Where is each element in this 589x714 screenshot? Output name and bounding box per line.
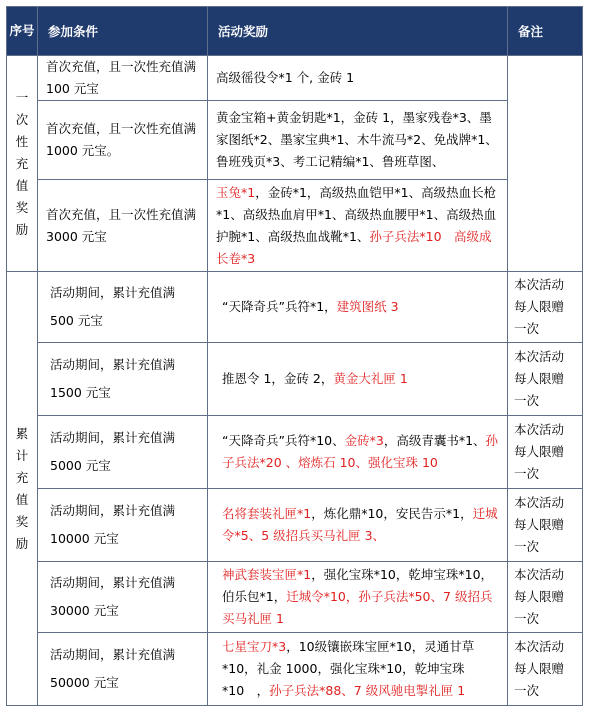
condition-cell: 活动期间，累计充值满 50000 元宝 [38, 633, 208, 706]
reward-text: 高级徭役令*1 个, 金砖 1 [216, 70, 355, 85]
reward-cell [208, 101, 508, 180]
note-cell: 本次活动每人限赠一次 [508, 416, 583, 489]
condition-cell: 活动期间，累计充值满 30000 元宝 [38, 562, 208, 633]
reward-cell [208, 343, 508, 416]
highlighted-reward-text: 孙子兵法*10 高级成长卷*3 [216, 228, 492, 266]
condition-cell: 首次充值，且一次性充值满 1000 元宝。 [38, 101, 208, 180]
highlighted-reward-text: 迁城令*10，孙子兵法*50、7 级招兵买马礼匣 1 [222, 589, 493, 626]
table-row [7, 56, 583, 101]
reward-text: ，强化宝珠*10，乾坤宝珠*10，伯乐包*1， [222, 567, 494, 604]
reward-text: ，炼化鼎*10，安民告示*1， [311, 506, 473, 521]
condition-cell: 活动期间，累计充值满 1500 元宝 [38, 343, 208, 416]
reward-cell [208, 562, 508, 633]
reward-text: ，高级青囊书*1、 [383, 433, 486, 448]
header-reward: 活动奖励 [208, 7, 508, 56]
note-cell: 本次活动每人限赠一次 [508, 562, 583, 633]
reward-text: ，金砖*1，高级热血铠甲*1、高级热血长枪*1、高级热血肩甲*1、高级热血腰甲*1、高级热血护腕*1、高级热血战靴*1、 [216, 184, 497, 244]
highlighted-reward-text: 黄金大礼匣 1 [333, 371, 408, 386]
reward-text: “天降奇兵”兵符*10、 [222, 433, 345, 448]
header-no: 序号 [7, 7, 38, 56]
condition-cell: 首次充值，且一次性充值满 3000 元宝 [38, 180, 208, 272]
highlighted-reward-text: 名将套装礼匣*1 [222, 506, 312, 521]
reward-table [6, 6, 583, 706]
reward-cell [208, 56, 508, 101]
highlighted-reward-text: 金砖*3 [344, 433, 384, 448]
table-row [7, 562, 583, 633]
highlighted-reward-text: 迁城令*5、5 级招兵买马礼匣 3、 [222, 506, 498, 543]
note-cell: 本次活动每人限赠一次 [508, 489, 583, 562]
reward-text: ，10级镶嵌珠宝匣*10，灵通甘草*10，礼金 1000，强化宝珠*10，乾坤宝珠*10 ， [222, 639, 475, 698]
highlighted-reward-text: 建筑图纸 3 [336, 299, 399, 314]
reward-text: “天降奇兵”兵符*1， [222, 299, 337, 314]
table-row [7, 180, 583, 272]
header-condition: 参加条件 [38, 7, 208, 56]
table-row [7, 272, 583, 343]
condition-cell: 活动期间，累计充值满 5000 元宝 [38, 416, 208, 489]
note-cell: 本次活动每人限赠一次 [508, 633, 583, 706]
highlighted-reward-text: 神武套装宝匣*1 [222, 567, 312, 582]
note-cell [508, 56, 583, 272]
table-row [7, 101, 583, 180]
note-cell: 本次活动每人限赠一次 [508, 343, 583, 416]
highlighted-reward-text: 七星宝刀*3 [222, 639, 287, 654]
reward-text: 黄金宝箱+黄金钥匙*1，金砖 1，墨家残卷*3、墨家图纸*2、墨家宝典*1、木牛流马*2、免战牌*1、鲁班残页*3、考工记精编*1、鲁班草图、 [216, 110, 498, 169]
condition-cell: 活动期间，累计充值满 10000 元宝 [38, 489, 208, 562]
table-row [7, 416, 583, 489]
group-label-cumulative: 累计充值奖励 [7, 272, 38, 706]
reward-cell [208, 416, 508, 489]
condition-cell: 活动期间，累计充值满 500 元宝 [38, 272, 208, 343]
reward-cell [208, 489, 508, 562]
header-row [7, 7, 583, 56]
note-cell: 本次活动每人限赠一次 [508, 272, 583, 343]
highlighted-reward-text: 孙子兵法*88、7 级风驰电掣礼匣 1 [269, 683, 466, 698]
reward-cell [208, 633, 508, 706]
group-label-one-time: 一次性充值奖励 [7, 56, 38, 272]
header-note: 备注 [508, 7, 583, 56]
table-row [7, 633, 583, 706]
condition-cell: 首次充值，且一次性充值满 100 元宝 [38, 56, 208, 101]
highlighted-reward-text: 玉兔*1 [216, 184, 256, 200]
table-row [7, 343, 583, 416]
table-row [7, 489, 583, 562]
reward-cell [208, 180, 508, 272]
highlighted-reward-text: 孙子兵法*20 、熔炼石 10、强化宝珠 10 [222, 433, 499, 470]
reward-cell [208, 272, 508, 343]
reward-text: 推恩令 1，金砖 2， [222, 371, 334, 386]
